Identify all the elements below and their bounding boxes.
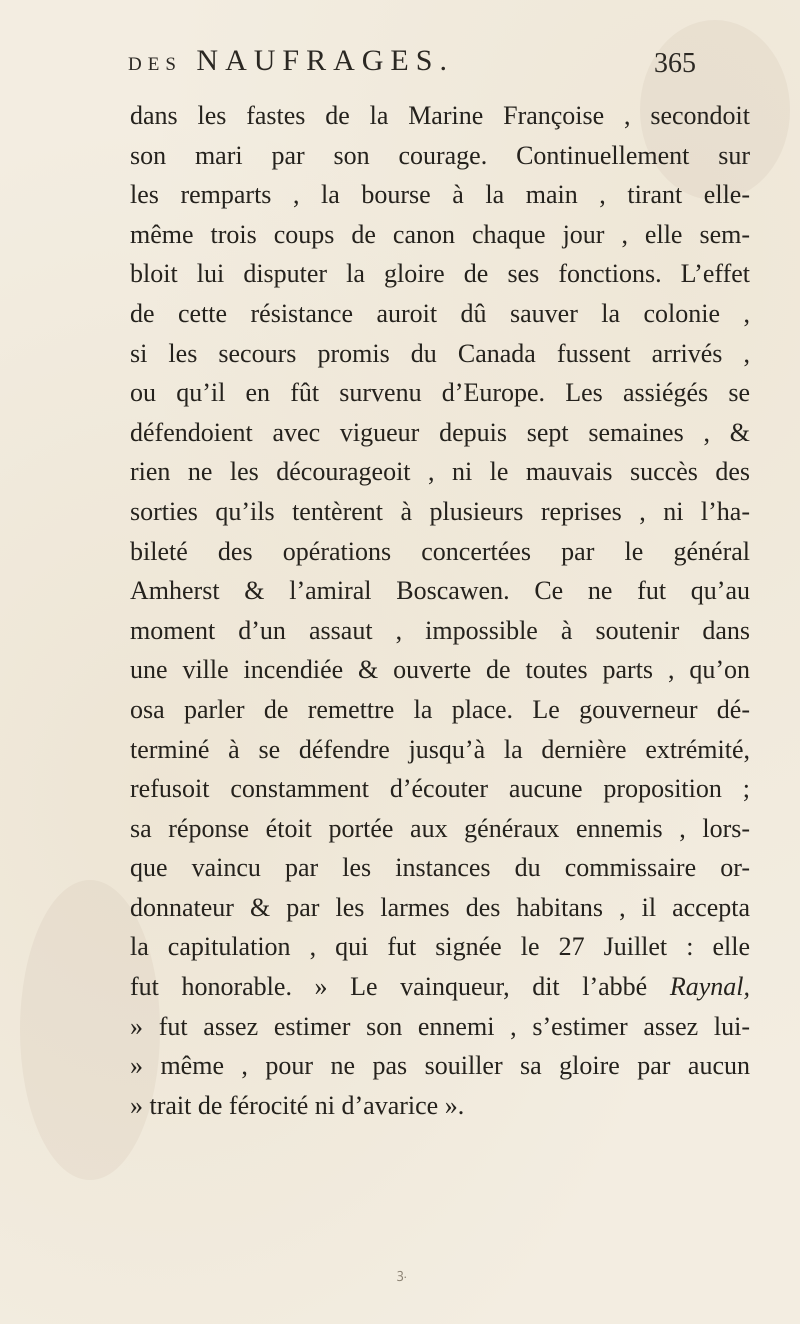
text-line: même trois coups de canon chaque jour , elle sem- — [130, 219, 750, 249]
running-head-separator: . — [439, 44, 454, 77]
text-line: les remparts , la bourse à la main , tirant elle- — [130, 180, 750, 210]
running-head-prefix: DES — [128, 54, 182, 75]
text-line: ou qu’il en fût survenu d’Europe. Les assiégés se — [130, 378, 750, 408]
text-line: sorties qu’ils tentèrent à plusieurs reprises , ni l’ha- — [130, 496, 750, 526]
signature-mark: ꝫ. — [397, 1266, 407, 1281]
text-line: défendoient avec vigueur depuis sept semaines , & — [130, 417, 750, 447]
text-line: la capitulation , qui fut signée le 27 Juillet : elle — [130, 932, 750, 962]
text-line: refusoit constamment d’écouter aucune proposition ; — [130, 774, 750, 804]
text-line: Amherst & l’amiral Boscawen. Ce ne fut qu’au — [130, 576, 750, 606]
text-line: » fut assez estimer son ennemi , s’estimer assez lui- — [130, 1011, 750, 1041]
text-line: son mari par son courage. Continuellement sur — [130, 140, 750, 170]
text-line-last: » trait de férocité ni d’avarice ». — [130, 1090, 465, 1120]
running-head-main: NAUFRAGES — [196, 44, 440, 77]
text-line: moment d’un assaut , impossible à soutenir dans — [130, 615, 750, 645]
body-text — [130, 96, 750, 1125]
text-line: rien ne les décourageoit , ni le mauvais succès des — [130, 457, 750, 487]
text-line: donnateur & par les larmes des habitans , il accepta — [130, 892, 750, 922]
running-head — [128, 40, 728, 86]
text-line: que vaincu par les instances du commissaire or- — [130, 853, 750, 883]
text-line: bileté des opérations concertées par le général — [130, 536, 750, 566]
author-name: Raynal, — [669, 972, 750, 1002]
text-line: bloit lui disputer la gloire de ses fonctions. L’effet — [130, 259, 750, 289]
text-line-with-author: fut honorable. » Le vainqueur, dit l’abbé Raynal, — [130, 972, 750, 1002]
page-number: 365 — [654, 48, 696, 79]
running-head-title — [128, 44, 454, 78]
text-line: si les secours promis du Canada fussent arrivés , — [130, 338, 750, 368]
text-line: terminé à se défendre jusqu’à la dernière extrémité, — [130, 734, 750, 764]
text-line: de cette résistance auroit dû sauver la colonie , — [130, 298, 750, 328]
text-line: sa réponse étoit portée aux généraux ennemis , lors- — [130, 813, 750, 843]
text-line: dans les fastes de la Marine Françoise , secondoit — [130, 101, 750, 130]
text-line: une ville incendiée & ouverte de toutes parts , qu’on — [130, 655, 750, 685]
text-line: » même , pour ne pas souiller sa gloire par aucun — [130, 1051, 750, 1081]
text-line: osa parler de remettre la place. Le gouverneur dé- — [130, 694, 750, 724]
